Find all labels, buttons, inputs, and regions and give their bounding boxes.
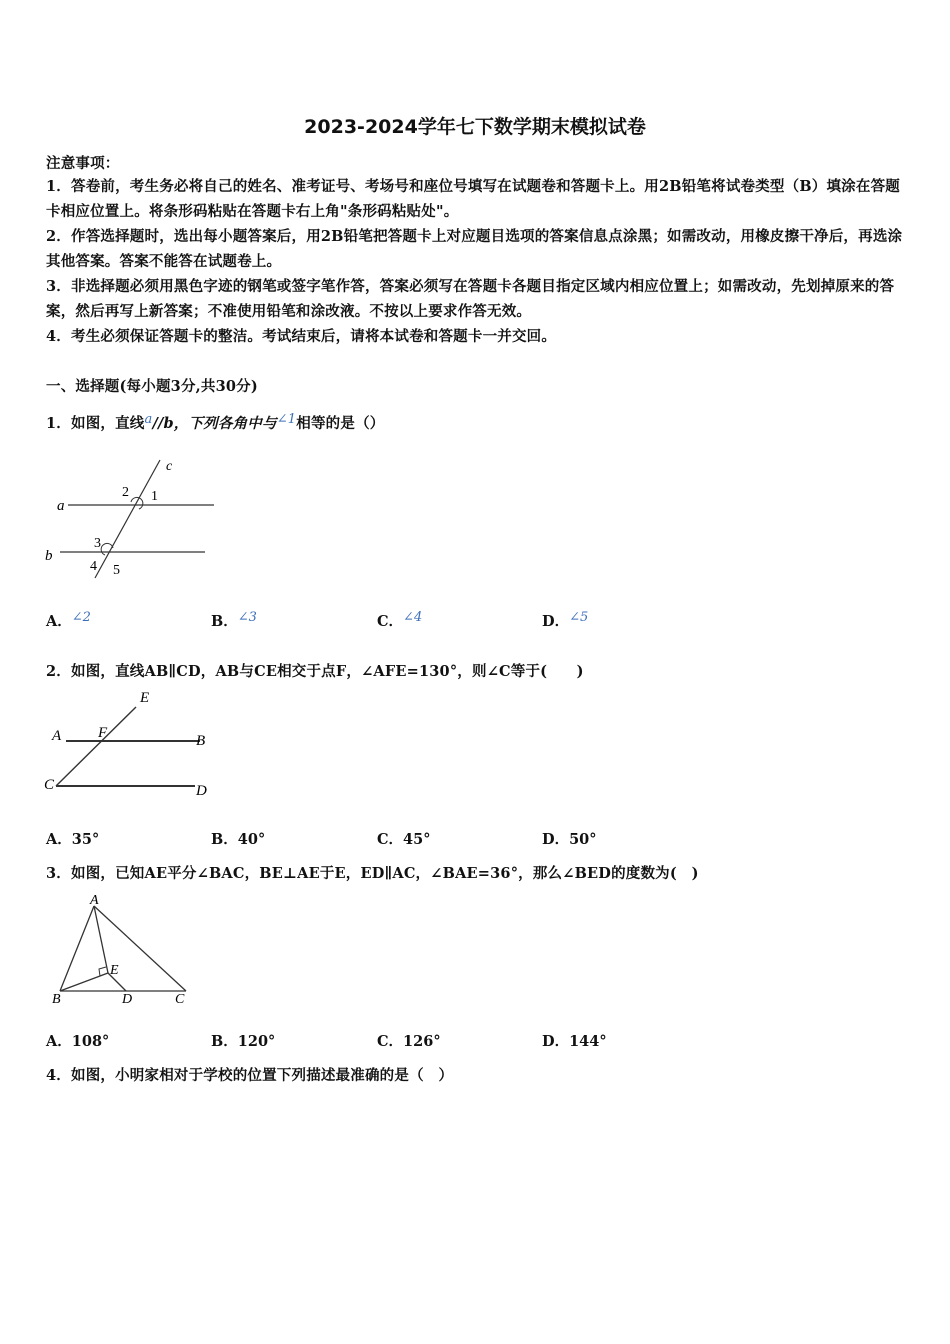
segment-be [60,973,108,991]
q1-option-c[interactable]: C．∠4 [377,610,423,630]
label-D: D [122,992,133,1007]
segment-ae [94,906,108,973]
label-3: 3 [94,536,101,551]
line-ce [56,707,136,786]
note-item-1: 1．答卷前，考生务必将自己的姓名、准考证号、考场号和座位号填写在试题卷和答题卡上。用2B铅笔将试卷类型（B）填涂在答题卡相应位置上。将条形码粘贴在答题卡右上角"条形码粘贴处"。 [46,178,900,220]
q2-option-c[interactable]: C．45° [377,831,431,848]
label-B: B [52,992,61,1007]
label-D: D [196,783,207,799]
label-1: 1 [151,489,158,504]
line-c [95,460,160,578]
label-4: 4 [90,559,97,574]
question-2-stem: 2．如图，直线AB∥CD，AB与CE相交于点F，∠AFE=130°，则∠C等于( ) [46,663,584,680]
note-item-3: 3．非选择题必须用黑色字迹的钢笔或签字笔作答，答案必须写在答题卡各题目指定区域内相应位置上；如需改动，先划掉原来的答案，然后再写上新答案；不准使用铅笔和涂改液。不按以上要求作答无效。 [46,278,895,320]
label-2: 2 [122,485,129,500]
notes-heading: 注意事项： [46,155,120,172]
label-a: a [57,498,65,514]
section-heading: 一、选择题(每小题3分,共30分) [46,378,258,395]
q2-option-b[interactable]: B．40° [211,831,266,848]
label-c: c [166,459,173,474]
note-item-2: 2．作答选择题时，选出每小题答案后，用2B铅笔把答题卡上对应题目选项的答案信息点涂黑；如需改动，用橡皮擦干净后，再选涂其他答案。答案不能答在试题卷上。 [46,228,903,270]
question-1-figure [40,452,225,582]
angle-arc-top [131,497,143,509]
q3-option-b[interactable]: B．120° [211,1033,276,1050]
q1-option-d[interactable]: D．∠5 [542,610,589,630]
q1-option-b[interactable]: B．∠3 [211,610,257,630]
label-5: 5 [113,563,120,578]
note-item-4: 4．考生必须保证答题卡的整洁。考试结束后，请将本试卷和答题卡一并交回。 [46,328,557,345]
q3-option-a[interactable]: A．108° [46,1033,110,1050]
page-title: 2023-2024学年七下数学期末模拟试卷 [304,116,646,138]
q3-option-c[interactable]: C．126° [377,1033,441,1050]
label-E: E [110,963,119,978]
q3-option-d[interactable]: D．144° [542,1033,607,1050]
q2-option-d[interactable]: D．50° [542,831,597,848]
question-3-figure [40,892,200,1012]
label-C: C [44,777,55,793]
label-B: B [196,733,206,749]
label-A: A [52,728,62,744]
label-C: C [175,992,185,1007]
question-4-stem: 4．如图，小明家相对于学校的位置下列描述最准确的是（ ） [46,1067,454,1084]
label-E: E [140,690,150,706]
question-3-stem: 3．如图，已知AE平分∠BAC，BE⊥AE于E，ED∥AC，∠BAE=36°，那么∠BED的度数为( ) [46,865,699,882]
side-ab [60,906,94,991]
label-b: b [45,548,53,564]
question-1-stem: 1．如图，直线a//b，下列各角中与∠1相等的是（） [46,412,385,432]
q1-option-a[interactable]: A．∠2 [46,610,91,630]
label-A: A [90,893,99,908]
side-ac [94,906,186,991]
question-2-figure [40,685,220,805]
q2-option-a[interactable]: A．35° [46,831,100,848]
label-F: F [98,725,108,741]
